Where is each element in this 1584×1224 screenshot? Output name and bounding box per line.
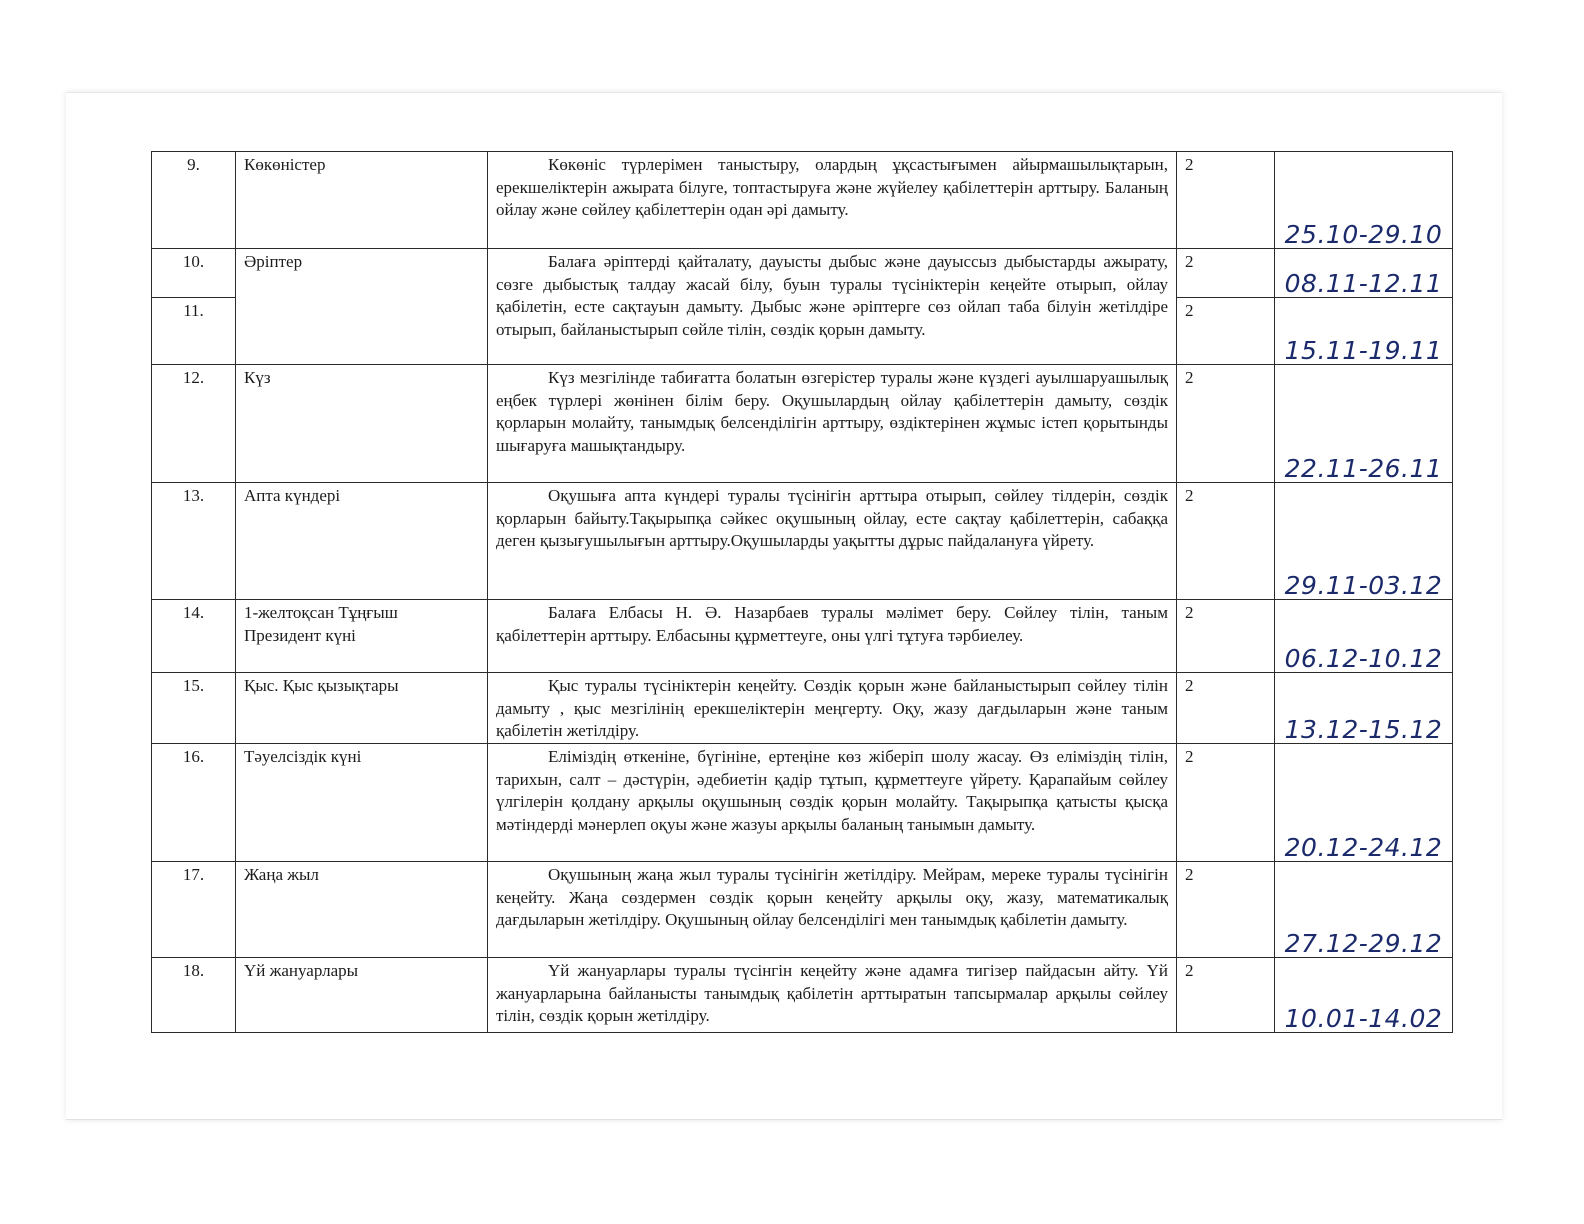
hours-cell: 2	[1177, 673, 1275, 744]
topic-cell: Апта күндері	[236, 483, 488, 600]
date-cell	[1275, 673, 1453, 744]
date-cell	[1275, 958, 1453, 1033]
row-number: 17.	[152, 862, 236, 958]
handwritten-date: 25.10-29.10	[1284, 219, 1443, 249]
hours-cell: 2	[1177, 152, 1275, 249]
hours-cell: 2	[1177, 298, 1275, 365]
row-number: 18.	[152, 958, 236, 1033]
lesson-plan-table	[151, 151, 1453, 1033]
table-row	[152, 365, 1453, 483]
date-cell	[1275, 365, 1453, 483]
topic-cell: Үй жануарлары	[236, 958, 488, 1033]
date-cell	[1275, 600, 1453, 673]
topic-cell: 1-желтоқсан Тұңғыш Президент күні	[236, 600, 488, 673]
handwritten-date: 29.11-03.12	[1284, 570, 1443, 600]
hours-cell: 2	[1177, 958, 1275, 1033]
description-cell: Еліміздің өткеніне, бүгініне, ертеңіне көз жіберіп шолу жасау. Өз еліміздің тілін, тарихын, салт – дәстүрін, әдебиетін қадір тұтып, құрметтеуге үйрету. Қарапайым сөйлеу үлгілерін қолдану арқылы оқушының сөздік қорын молайту. Тақырыпқа қатысты қысқа мәтіндерді мәнерлеп оқуы және жазуы арқылы баланың танымын дамыту.	[488, 744, 1177, 862]
row-number: 12.	[152, 365, 236, 483]
description-cell: Көкөніс түрлерімен таныстыру, олардың ұқсастығымен айырмашылықтарын, ерекшеліктерін ажырата білуге, топтастыруға және жүйелеу қабілеттерін арттыру. Баланың ойлау және сөйлеу қабілеттерін одан әрі дамыту.	[488, 152, 1177, 249]
handwritten-date: 08.11-12.11	[1284, 268, 1443, 298]
hours-cell: 2	[1177, 744, 1275, 862]
hours-cell: 2	[1177, 600, 1275, 673]
description-cell: Қыс туралы түсініктерін кеңейту. Сөздік қорын және байланыстырып сөйлеу тілін дамыту , қыс мезгілінің ерекшеліктерін меңгерту. Оқу, жазу дағдыларын және таным қабілетін жетілдіру.	[488, 673, 1177, 744]
hours-cell: 2	[1177, 249, 1275, 298]
row-number: 10.	[152, 249, 236, 298]
handwritten-date: 27.12-29.12	[1284, 928, 1443, 958]
date-cell	[1275, 483, 1453, 600]
description-cell: Балаға әріптерді қайталату, дауысты дыбыс және дауыссыз дыбыстарды ажырату, сөзге дыбыстық талдау жасай білу, буын туралы түсініктерін кеңейте отырып, ойлау қабілетін, есте сақтауын дамыту. Дыбыс және әріптерге сөз ойлап таба білуін жетілдіре отырып, байланыстырып сөйле тілін, сөздік қорын дамыту.	[488, 249, 1177, 365]
topic-cell: Қыс. Қыс қызықтары	[236, 673, 488, 744]
date-cell	[1275, 298, 1453, 365]
date-cell	[1275, 152, 1453, 249]
description-cell: Оқушыға апта күндері туралы түсінігін арттыра отырып, сөйлеу тілдерін, сөздік қорларын байыту.Тақырыпқа сәйкес оқушының ойлау, есте сақтау қабілеттерін, сабаққа деген қызығушылығын арттыру.Оқушыларды уақытты дұрыс пайдалануға үйрету.	[488, 483, 1177, 600]
handwritten-date: 20.12-24.12	[1284, 832, 1443, 862]
hours-cell: 2	[1177, 483, 1275, 600]
table-row	[152, 673, 1453, 744]
topic-cell: Тәуелсіздік күні	[236, 744, 488, 862]
topic-cell: Жаңа жыл	[236, 862, 488, 958]
handwritten-date: 06.12-10.12	[1284, 643, 1443, 673]
hours-cell: 2	[1177, 365, 1275, 483]
table-row	[152, 152, 1453, 249]
topic-cell: Әріптер	[236, 249, 488, 365]
table-row	[152, 958, 1453, 1033]
table-row	[152, 862, 1453, 958]
description-cell: Күз мезгілінде табиғатта болатын өзгерістер туралы және күздегі ауылшаруашылық еңбек түрлері жөнінен білім беру. Оқушылардың ойлау қабілеттерін дамыту, сөздік қорларын молайту, танымдық белсенділігін арттыру, өздіктерінен жұмыс істеп қорытынды шығаруға машықтандыру.	[488, 365, 1177, 483]
date-cell	[1275, 249, 1453, 298]
row-number: 14.	[152, 600, 236, 673]
description-cell: Оқушының жаңа жыл туралы түсінігін жетілдіру. Мейрам, мереке туралы түсінігін кеңейту. Жаңа сөздермен сөздік қорын кеңейту арқылы оқу, жазу, математикалық дағдыларын жетілдіру. Оқушының ойлау белсенділігі мен танымдық қабілетін дамыту.	[488, 862, 1177, 958]
table-row	[152, 249, 1453, 298]
row-number: 15.	[152, 673, 236, 744]
table-row	[152, 483, 1453, 600]
topic-cell: Күз	[236, 365, 488, 483]
row-number: 16.	[152, 744, 236, 862]
handwritten-date: 22.11-26.11	[1284, 453, 1443, 483]
date-cell	[1275, 862, 1453, 958]
row-number: 13.	[152, 483, 236, 600]
handwritten-date: 13.12-15.12	[1284, 714, 1443, 744]
topic-cell: Көкөністер	[236, 152, 488, 249]
date-cell	[1275, 744, 1453, 862]
table-row	[152, 744, 1453, 862]
row-number: 11.	[152, 298, 236, 365]
description-cell: Балаға Елбасы Н. Ә. Назарбаев туралы мәлімет беру. Сөйлеу тілін, таным қабілеттерін арттыру. Елбасыны құрметтеуге, оны үлгі тұтуға тәрбиелеу.	[488, 600, 1177, 673]
hours-cell: 2	[1177, 862, 1275, 958]
handwritten-date: 15.11-19.11	[1284, 335, 1443, 365]
handwritten-date: 10.01-14.02	[1284, 1003, 1443, 1033]
description-cell: Үй жануарлары туралы түсінгін кеңейту және адамға тигізер пайдасын айту. Үй жануарларына байланысты танымдық қабілетін арттыратын тапсырмалар арқылы сөйлеу тілін, сөздік қорын жетілдіру.	[488, 958, 1177, 1033]
table-row	[152, 600, 1453, 673]
row-number: 9.	[152, 152, 236, 249]
